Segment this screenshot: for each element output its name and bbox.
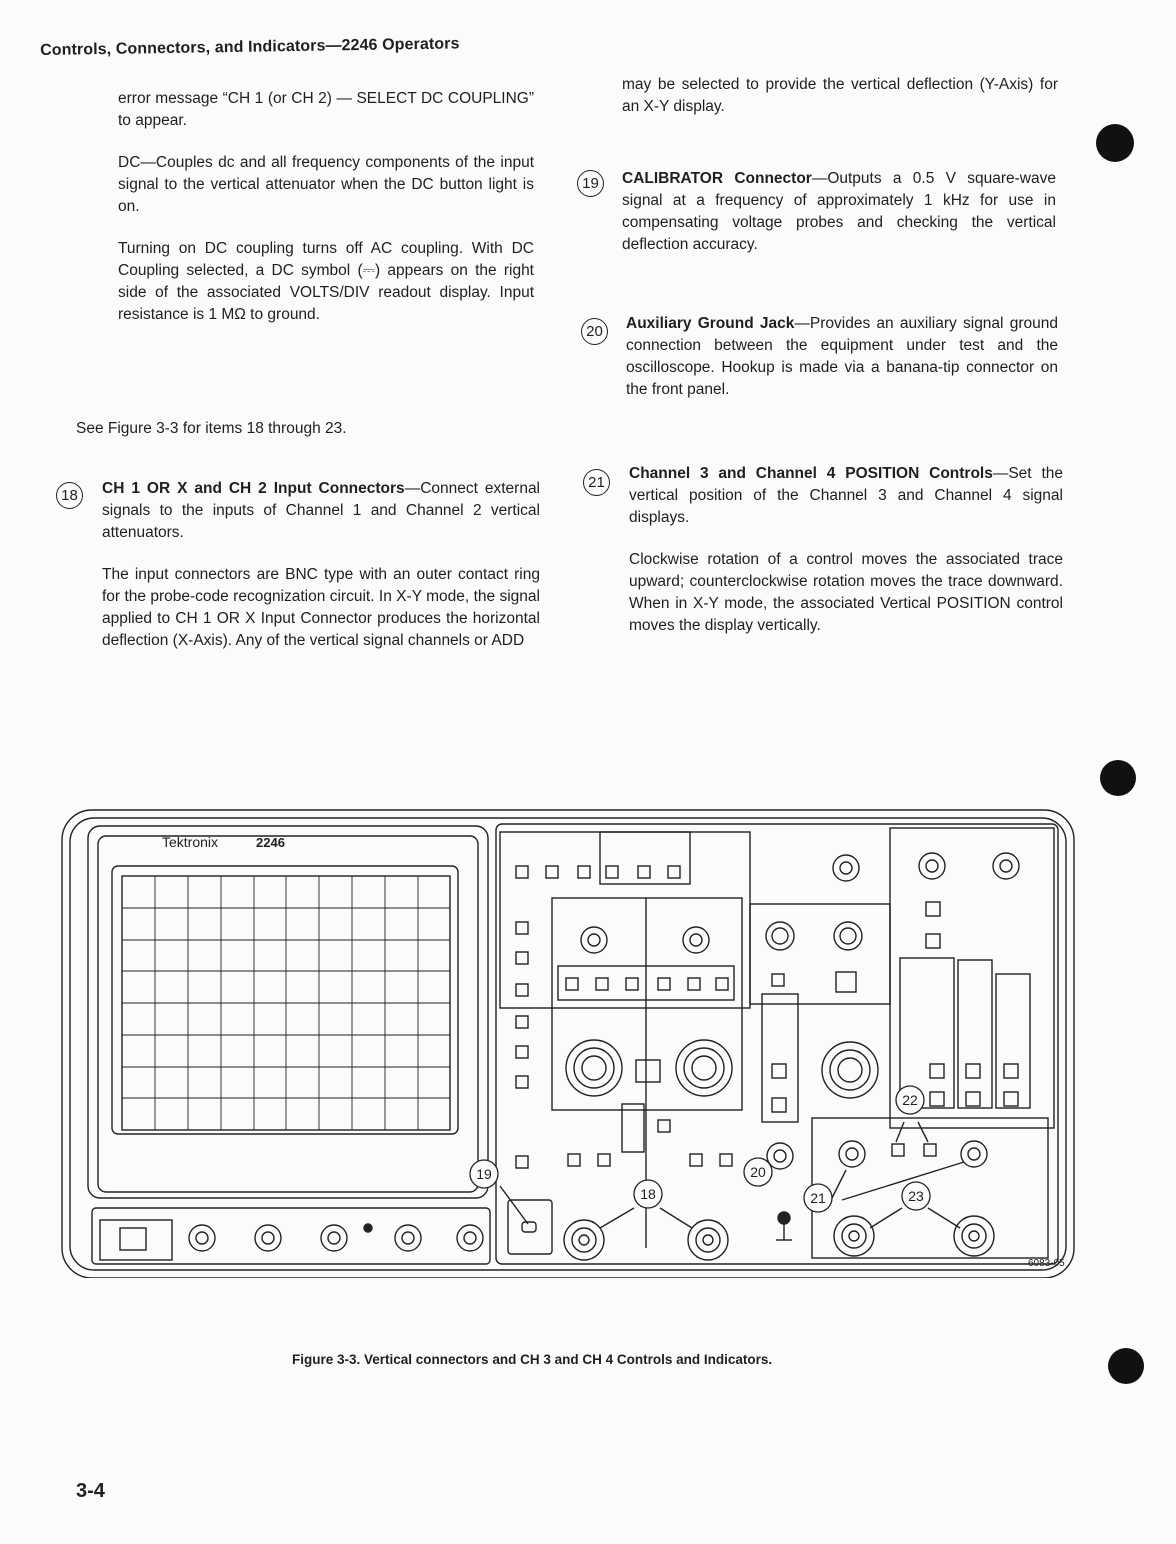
model-label: 2246 xyxy=(256,835,285,850)
callout-22: 22 xyxy=(902,1092,918,1108)
page-header: Controls, Connectors, and Indicators—2246 Operators xyxy=(40,35,460,59)
item-20-number: 20 xyxy=(581,318,608,345)
item-18-intro xyxy=(102,478,540,544)
item-18-title: CH 1 OR X and CH 2 Input Connectors xyxy=(102,480,405,497)
item-21-detail: Clockwise rotation of a control moves the associated trace upward; counterclockwise rotation moves the trace downward. When in X-Y mode, the associated Vertical POSITION control moves the display vertically. xyxy=(629,551,1063,634)
item-18 xyxy=(102,478,540,672)
callout-23: 23 xyxy=(908,1188,924,1204)
figure-id: 6083-05 xyxy=(1028,1258,1065,1269)
binder-hole-middle xyxy=(1100,760,1136,796)
left-column xyxy=(118,88,534,346)
callout-21: 21 xyxy=(810,1190,826,1206)
paragraph-dc xyxy=(118,152,534,218)
paragraph-dc-coupling: Turning on DC coupling turns off AC coupling. With DC Coupling selected, a DC symbol (⎓) appears on the right side of the associated VOLTS/DIV readout display. Input resistance is 1 MΩ to ground. xyxy=(118,240,534,323)
item-18-text: —Connect external signals to the inputs of Channel 1 and Channel 2 vertical attenuators. xyxy=(102,480,541,541)
brand-label: Tektronix xyxy=(162,834,219,850)
right-top-text xyxy=(622,74,1058,138)
page-number: 3-4 xyxy=(76,1480,105,1502)
item-19-paragraph xyxy=(622,168,1056,256)
item-19-title: CALIBRATOR Connector xyxy=(622,170,812,187)
item-19-number: 19 xyxy=(577,170,604,197)
callout-19: 19 xyxy=(476,1166,492,1182)
see-figure-note: See Figure 3-3 for items 18 through 23. xyxy=(76,420,347,437)
item-21 xyxy=(629,463,1063,657)
item-21-title: Channel 3 and Channel 4 POSITION Controls xyxy=(629,465,993,482)
paragraph-xy-continuation: may be selected to provide the vertical deflection (Y-Axis) for an X-Y display. xyxy=(622,76,1058,115)
front-panel-drawing xyxy=(60,788,1080,1278)
oscilloscope-front-panel-figure xyxy=(60,788,1080,1278)
item-20-title: Auxiliary Ground Jack xyxy=(626,315,795,332)
item-18-detail: The input connectors are BNC type with an outer contact ring for the probe-code recognization circuit. In X-Y mode, the signal applied to CH 1 OR X Input Connector produces the horizontal deflection (X-Axis). Any of the vertical signal channels or ADD xyxy=(102,566,540,649)
figure-caption: Figure 3-3. Vertical connectors and CH 3 and CH 4 Controls and Indicators. xyxy=(292,1352,773,1367)
item-20-text: —Provides an auxiliary signal ground connection between the equipment under test and the oscilloscope. Hookup is made via a banana-tip connector on the front panel. xyxy=(626,315,1058,398)
item-21-text: —Set the vertical position of the Channel 3 and Channel 4 signal displays. xyxy=(629,465,1063,526)
callout-20: 20 xyxy=(750,1164,766,1180)
binder-hole-top xyxy=(1096,124,1134,162)
item-20-paragraph xyxy=(626,313,1058,401)
binder-hole-bottom xyxy=(1108,1348,1144,1384)
item-20 xyxy=(626,313,1058,421)
dc-term: DC xyxy=(118,154,141,171)
item-21-number: 21 xyxy=(583,469,610,496)
item-18-number: 18 xyxy=(56,482,83,509)
callout-18: 18 xyxy=(640,1186,656,1202)
item-19 xyxy=(622,168,1056,276)
paragraph-coupling-error: error message “CH 1 (or CH 2) — SELECT DC COUPLING” to appear. xyxy=(118,90,534,129)
item-21-intro xyxy=(629,463,1063,529)
item-19-text: —Outputs a 0.5 V square-wave signal at a frequency of approximately 1 kHz for use in compensating voltage probes and checking the vertical deflection accuracy. xyxy=(622,170,1056,253)
dc-description: —Couples dc and all frequency components of the input signal to the vertical attenuator when the DC button light is on. xyxy=(118,154,534,215)
